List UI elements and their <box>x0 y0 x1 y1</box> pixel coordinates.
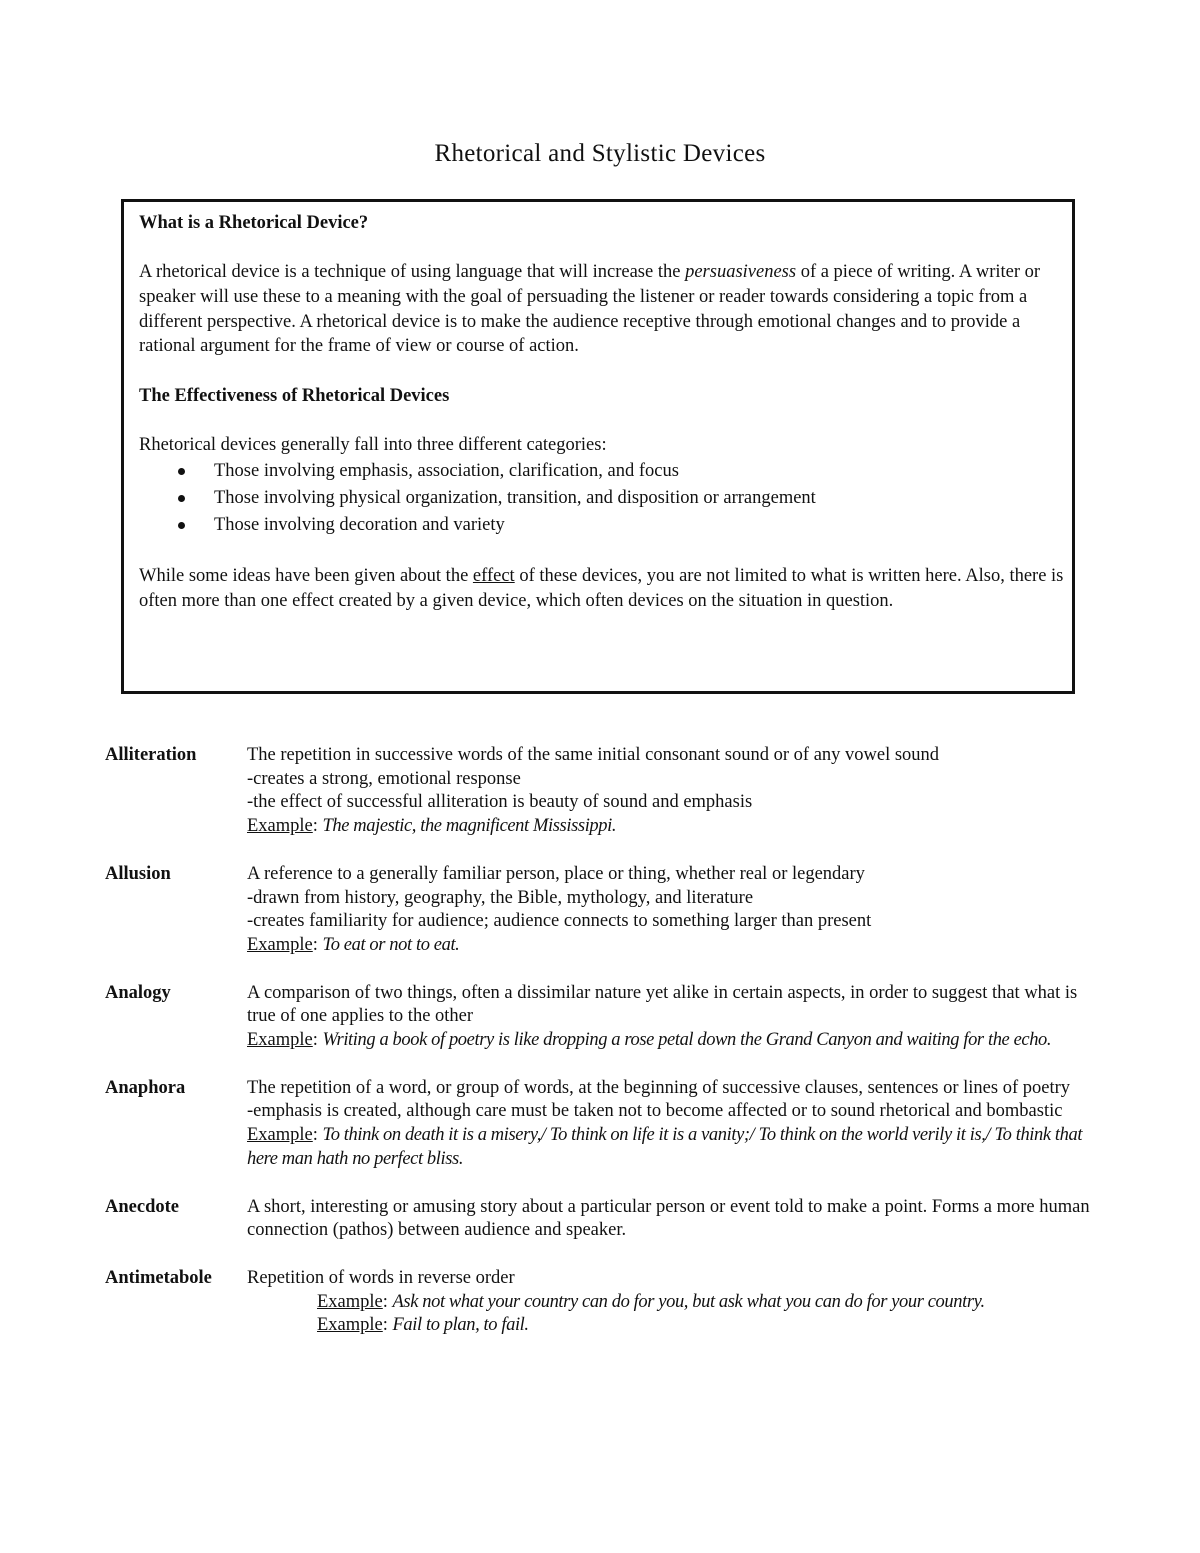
term-name: Analogy <box>105 982 171 1003</box>
term-analogy <box>105 982 1095 1053</box>
term-example: Example: The majestic, the magnificent Mississippi. <box>247 816 617 837</box>
term-example: Example: Ask not what your country can do for you, but ask what you can do for your country. <box>317 1291 985 1312</box>
rhetorical-device-heading: What is a Rhetorical Device? <box>139 213 369 233</box>
term-definition: A comparison of two things, often a dissimilar nature yet alike in certain aspects, in order to suggest that what is true of one applies to the other <box>247 982 1078 1027</box>
term-example: Example: Fail to plan, to fail. <box>317 1315 529 1336</box>
definition-paragraph: A rhetorical device is a technique of using language that will increase the persuasiveness of a piece of writing. A writer or speaker will use these to a meaning with the goal of persuading the listener or reader towards considering a topic from a different perspective. A rhetorical device is to make the audience receptive through emotional changes and to provide a rational argument for the frame of view or course of action. <box>139 262 1041 357</box>
term-definition: Repetition of words in reverse order <box>247 1267 515 1288</box>
closing-paragraph: While some ideas have been given about the effect of these devices, you are not limited to what is written here. Also, there is often more than one effect created by a given device, which often devices on the situation in question. <box>139 565 1064 611</box>
term-name: Antimetabole <box>105 1267 212 1288</box>
term-note: -creates a strong, emotional response <box>247 768 521 789</box>
term-definition: A reference to a generally familiar person, place or thing, whether real or legendary <box>247 863 865 884</box>
term-name: Anaphora <box>105 1077 186 1098</box>
term-alliteration <box>105 744 1095 839</box>
term-anecdote <box>105 1196 1095 1243</box>
effect-underlined: effect <box>472 565 515 586</box>
term-example: Example: Writing a book of poetry is like dropping a rose petal down the Grand Canyon and waiting for the echo. <box>247 1030 1052 1051</box>
term-example: Example: To think on death it is a misery,/ To think on life it is a vanity;/ To think on the world verily it is,/ To think that here man hath no perfect bliss. <box>247 1125 1083 1169</box>
page-title: Rhetorical and Stylistic Devices <box>434 140 766 167</box>
terms-list <box>105 744 1095 1338</box>
term-note: -the effect of successful alliteration is beauty of sound and emphasis <box>247 792 753 813</box>
term-note: -creates familiarity for audience; audience connects to something larger than present <box>247 911 872 932</box>
term-example: Example: To eat or not to eat. <box>247 934 460 955</box>
categories-intro: Rhetorical devices generally fall into three different categories: <box>139 434 607 455</box>
term-antimetabole <box>105 1267 1095 1338</box>
term-definition: The repetition of a word, or group of words, at the beginning of successive clauses, sentences or lines of poetry <box>247 1077 1071 1098</box>
categories-list <box>139 458 1064 539</box>
term-name: Anecdote <box>105 1196 179 1217</box>
term-anaphora <box>105 1077 1095 1172</box>
intro-box <box>121 199 1075 694</box>
term-definition: A short, interesting or amusing story about a particular person or event told to make a point. Forms a more human connection (pathos) between audience and speaker. <box>247 1196 1090 1241</box>
term-name: Alliteration <box>105 745 197 765</box>
term-note: -emphasis is created, although care must be taken not to become affected or to sound rhetorical and bombastic <box>247 1101 1063 1122</box>
list-item: Those involving physical organization, transition, and disposition or arrangement <box>139 485 1064 512</box>
list-item: Those involving decoration and variety <box>139 512 1064 539</box>
term-name: Allusion <box>105 863 171 884</box>
term-definition: The repetition in successive words of the same initial consonant sound or of any vowel sound <box>247 745 940 765</box>
effectiveness-heading: The Effectiveness of Rhetorical Devices <box>139 385 450 406</box>
list-item: Those involving emphasis, association, clarification, and focus <box>139 458 1064 485</box>
term-note: -drawn from history, geography, the Bible, mythology, and literature <box>247 887 754 908</box>
persuasiveness-emphasis: persuasiveness <box>685 262 797 283</box>
term-allusion <box>105 863 1095 958</box>
